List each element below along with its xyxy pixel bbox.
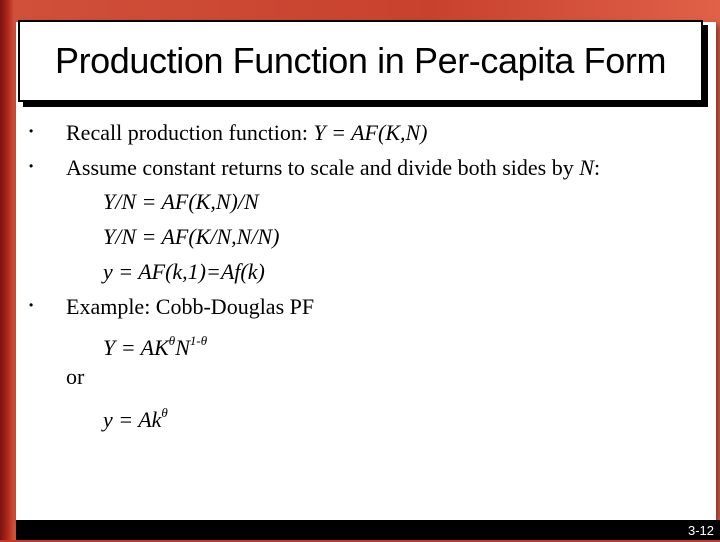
- bullet-recall: [66, 120, 428, 146]
- footer-bar: [16, 520, 720, 540]
- per-capita-equation: [103, 400, 168, 433]
- equation-1: Y/N = AF(K,N)/N: [103, 189, 259, 214]
- bullet-example: Example: Cobb-Douglas PF: [66, 294, 315, 319]
- page-number: 3-12: [687, 523, 714, 538]
- equation-3: y = AF(k,1)=Af(k): [103, 259, 265, 284]
- assume-tail: :: [593, 155, 601, 180]
- bullet-marker: •: [29, 159, 34, 173]
- pc-exp: θ: [161, 405, 168, 420]
- cobb-douglas-equation: [103, 328, 207, 361]
- assume-var: N: [579, 155, 594, 180]
- recall-text: Recall production function:: [66, 120, 314, 145]
- bullet-marker: •: [29, 124, 34, 138]
- pc-base: y = Ak: [103, 407, 162, 432]
- recall-equation: Y = AF(K,N): [313, 120, 428, 145]
- or-text: or: [66, 364, 85, 389]
- bullet-assume: [66, 155, 600, 181]
- bullet-marker: •: [29, 298, 34, 312]
- assume-text: Assume constant returns to scale and divide both sides by: [66, 155, 580, 180]
- slide-title: Production Function in Per-capita Form: [54, 40, 667, 81]
- equation-2: Y/N = AF(K/N,N/N): [103, 224, 280, 249]
- cd-base2: N: [175, 335, 190, 360]
- cd-exp2: 1-θ: [189, 333, 208, 348]
- cd-exp1: θ: [168, 333, 176, 348]
- cd-base1: Y = AK: [103, 335, 169, 360]
